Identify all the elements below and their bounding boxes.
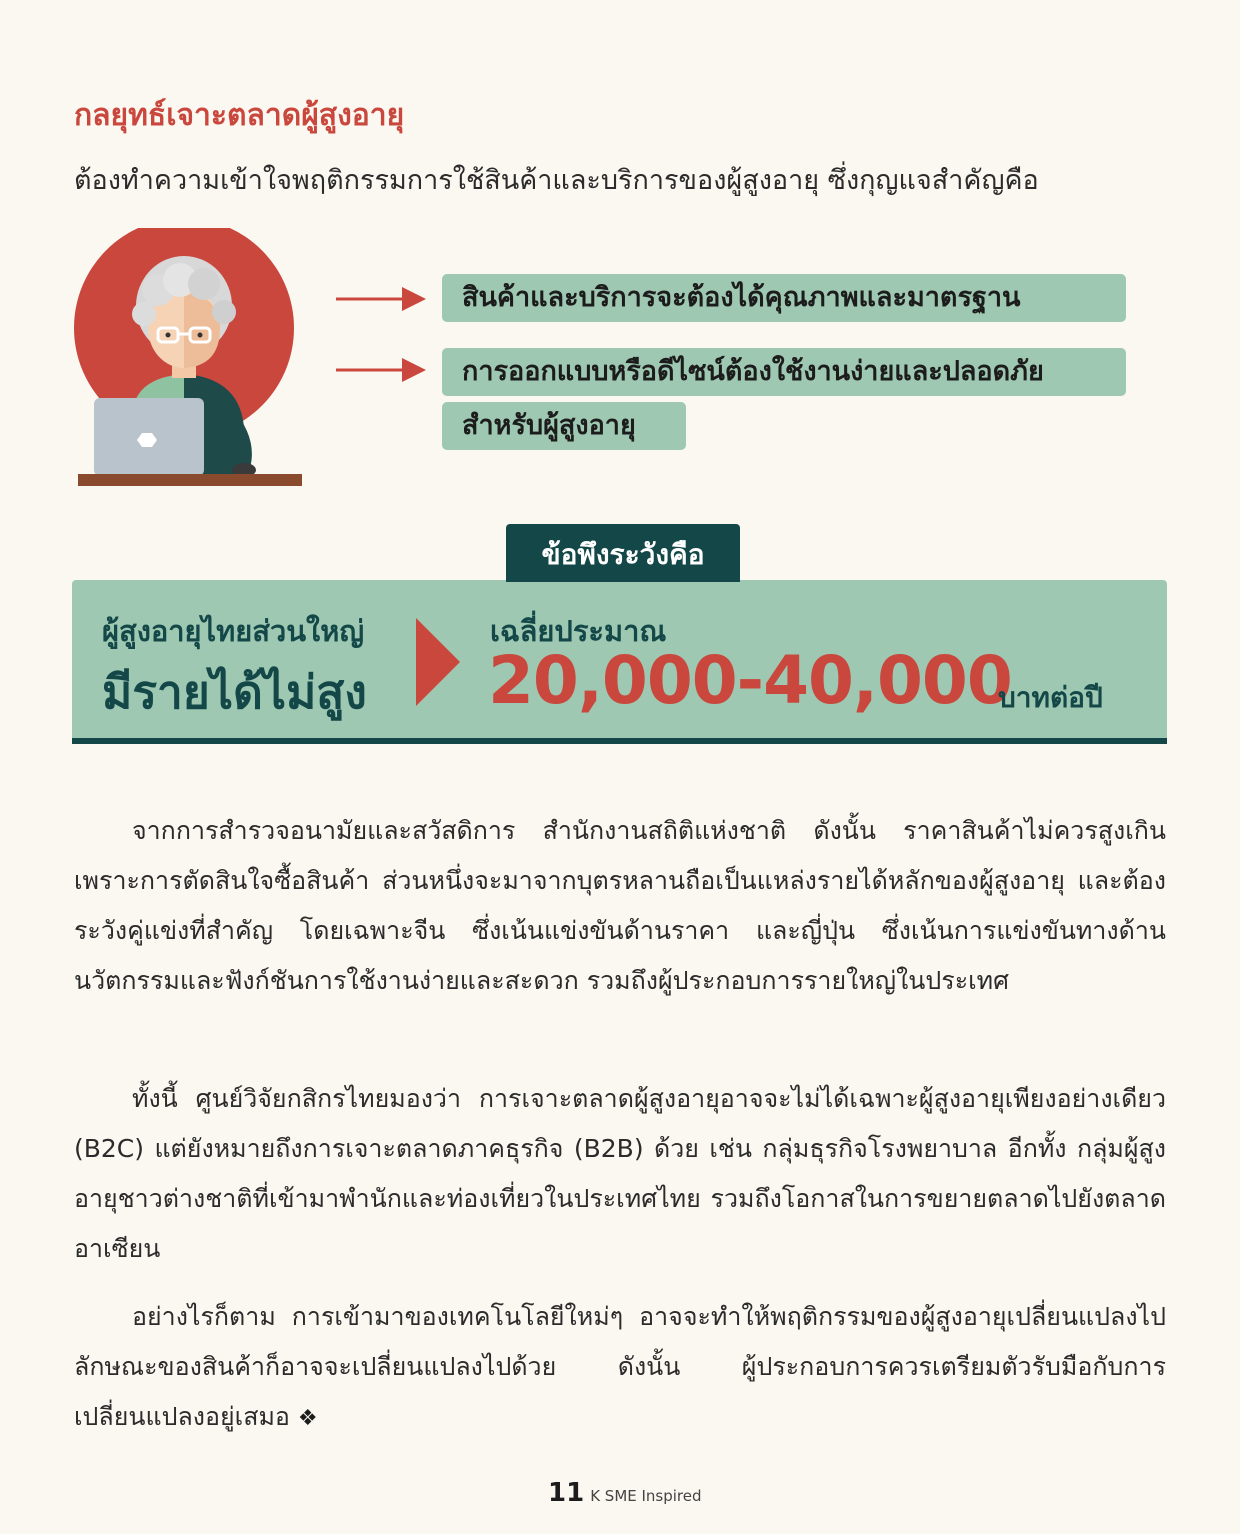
key-point-design-continued: สำหรับผู้สูงอายุ <box>442 402 686 450</box>
caution-left-title: มีรายได้ไม่สูง <box>102 665 367 719</box>
body-paragraph-text: อย่างไรก็ตาม การเข้ามาของเทคโนโลยีใหม่ๆ อาจจะทำให้พฤติกรรมของผู้สูงอายุเปลี่ยนแปลงไป ลักษณะของสินค้าก็อาจจะเปลี่ยนแปลงไปด้วย ดังนั้น ผู้ประกอบการควรเตรียมตัวรับมือกับการเปลี่ยนแปลงอยู่เสมอ <box>74 1302 1166 1431</box>
arrow-right-icon <box>336 284 428 314</box>
chevron-right-icon <box>416 618 460 706</box>
body-paragraph: ทั้งนี้ ศูนย์วิจัยกสิกรไทยมองว่า การเจาะตลาดผู้สูงอายุอาจจะไม่ได้เฉพาะผู้สูงอายุเพียงอย่างเดียว (B2C) แต่ยังหมายถึงการเจาะตลาดภาคธุรกิจ (B2B) ด้วย เช่น กลุ่มธุรกิจโรงพยาบาล อีกทั้ง กลุ่มผู้สูงอายุชาวต่างชาติที่เข้ามาพำนักและท่องเที่ยวในประเทศไทย รวมถึงโอกาสในการขยายตลาดไปยังตลาดอาเซียน <box>74 1084 1166 1263</box>
body-paragraph-last <box>74 1292 1166 1444</box>
caution-unit: บาทต่อปี <box>998 681 1103 714</box>
caution-amount: 20,000-40,000 <box>488 642 1012 719</box>
key-point-design: การออกแบบหรือดีไซน์ต้องใช้งานง่ายและปลอดภัย <box>442 348 1126 396</box>
section-intro: ต้องทำความเข้าใจพฤติกรรมการใช้สินค้าและบริการของผู้สูงอายุ ซึ่งกุญแจสำคัญคือ <box>74 165 1039 196</box>
end-ornament-icon: ❖ <box>297 1406 318 1431</box>
body-paragraph: จากการสำรวจอนามัยและสวัสดิการ สำนักงานสถิติแห่งชาติ ดังนั้น ราคาสินค้าไม่ควรสูงเกิน เพราะการตัดสินใจซื้อสินค้า ส่วนหนึ่งจะมาจากบุตรหลานถือเป็นแหล่งรายได้หลักของผู้สูงอายุ และต้องระวังคู่แข่งที่สำคัญ โดยเฉพาะจีน ซึ่งเน้นแข่งขันด้านราคา และญี่ปุ่น ซึ่งเน้นการแข่งขันทางด้านนวัตกรรมและฟังก์ชันการใช้งานง่ายและสะดวก รวมถึงผู้ประกอบการรายใหญ่ในประเทศ <box>74 816 1166 995</box>
section-heading: กลยุทธ์เจาะตลาดผู้สูงอายุ <box>74 98 405 133</box>
caution-left-subtitle: ผู้สูงอายุไทยส่วนใหญ่ <box>102 614 365 648</box>
page-footer <box>548 1478 702 1508</box>
senior-with-laptop-illustration <box>72 228 307 490</box>
caution-average-label: เฉลี่ยประมาณ <box>490 614 667 648</box>
key-point-quality: สินค้าและบริการจะต้องได้คุณภาพและมาตรฐาน <box>442 274 1126 322</box>
caution-tab: ข้อพึงระวังคือ <box>506 524 740 582</box>
footer-brand: K SME Inspired <box>590 1487 702 1505</box>
arrow-right-icon <box>336 355 428 385</box>
page-number: 11 <box>548 1478 585 1508</box>
